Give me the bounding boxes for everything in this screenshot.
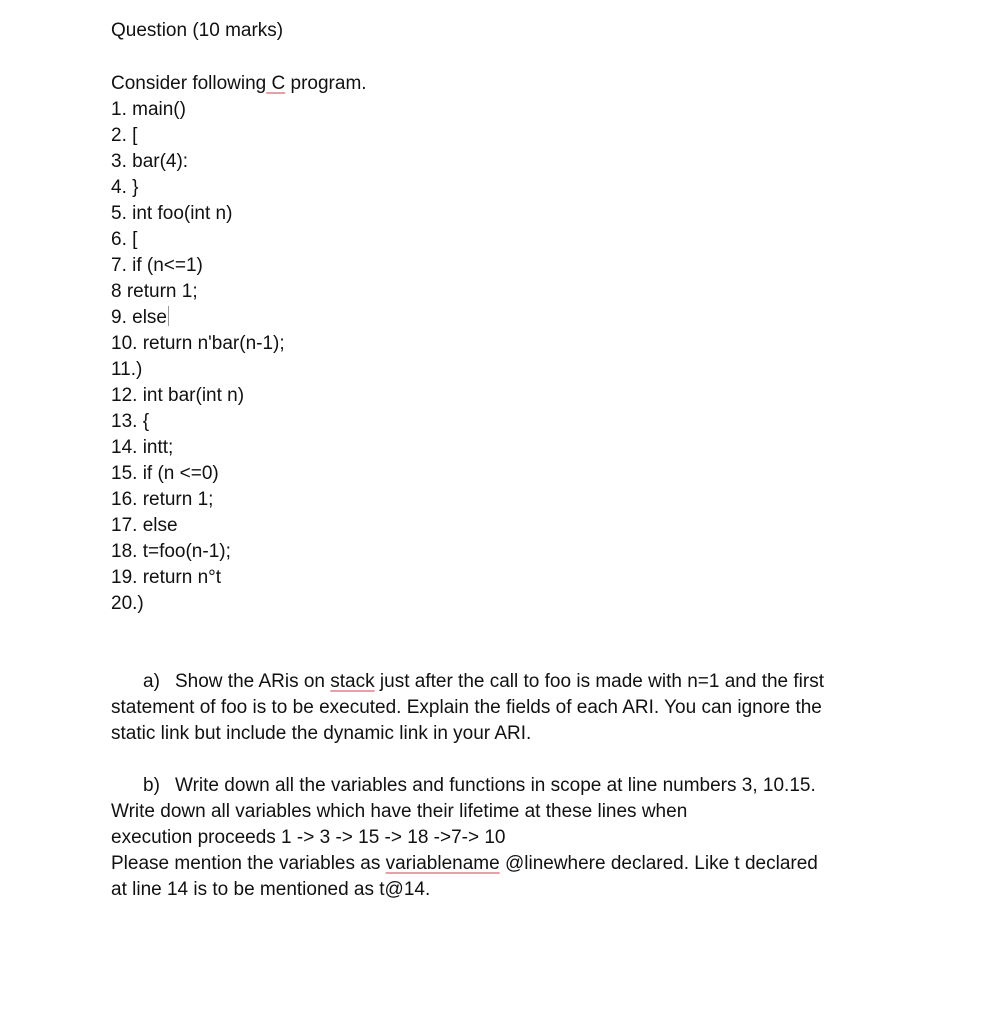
part-b-text-4a: Please mention the variables as	[111, 853, 386, 874]
part-a-paragraph	[111, 669, 871, 747]
part-b-label: b)	[143, 775, 160, 796]
part-a-line-3: static link but include the dynamic link in your ARI.	[111, 723, 532, 744]
part-a-label: a)	[143, 671, 160, 692]
code-line: 19. return n°t	[111, 567, 222, 588]
code-line: 11.)	[111, 359, 143, 380]
part-b-text-4b: @linewhere declared. Like t declared	[499, 853, 818, 874]
code-line: 16. return 1;	[111, 489, 214, 510]
part-b-line-2: Write down all variables which have their lifetime at these lines when	[111, 801, 688, 822]
part-a-text-1: Show the ARis on	[175, 671, 331, 692]
code-line: 17. else	[111, 515, 178, 536]
code-line: 3. bar(4):	[111, 151, 189, 172]
code-line: 14. intt;	[111, 437, 174, 458]
code-line: 20.)	[111, 593, 144, 614]
part-b-text-1: Write down all the variables and functions in scope at line numbers 3, 10.15.	[175, 775, 816, 796]
part-b-spell-word: variablename	[385, 853, 500, 874]
code-line: 12. int bar(int n)	[111, 385, 245, 406]
document-page	[111, 18, 871, 903]
code-line: 8 return 1;	[111, 281, 198, 302]
code-line: 13. {	[111, 411, 150, 432]
part-b-paragraph	[111, 773, 871, 903]
code-line: 2. [	[111, 125, 138, 146]
code-line-text: 9. else	[111, 307, 167, 328]
part-b-line-5: at line 14 is to be mentioned as t@14.	[111, 879, 431, 900]
part-b-line-3: execution proceeds 1 -> 3 -> 15 -> 18 ->7-> 10	[111, 827, 506, 848]
intro-sentence	[111, 71, 871, 97]
question-title: Question (10 marks)	[111, 20, 284, 41]
part-a-line-1	[111, 669, 871, 695]
code-line: 7. if (n<=1)	[111, 255, 203, 276]
part-a-text-2: just after the call to foo is made with n=1 and the first	[374, 671, 825, 692]
part-a-spell-word: stack	[330, 671, 375, 692]
intro-spell-word: C	[266, 73, 286, 94]
code-line: 10. return n'bar(n-1);	[111, 333, 285, 354]
code-listing	[111, 97, 871, 617]
part-b-line-1	[111, 773, 871, 799]
code-line: 15. if (n <=0)	[111, 463, 219, 484]
code-line-with-cursor[interactable]	[111, 305, 871, 331]
part-a-line-2: statement of foo is to be executed. Explain the fields of each ARI. You can ignore the	[111, 697, 822, 718]
part-b-line-4	[111, 851, 871, 877]
code-line: 1. main()	[111, 99, 186, 120]
code-line: 18. t=foo(n-1);	[111, 541, 231, 562]
code-line: 6. [	[111, 229, 138, 250]
code-line: 4. }	[111, 177, 139, 198]
text-cursor	[168, 306, 169, 326]
intro-text-after: program.	[285, 73, 367, 94]
code-line: 5. int foo(int n)	[111, 203, 233, 224]
intro-text-before: Consider following	[111, 73, 267, 94]
